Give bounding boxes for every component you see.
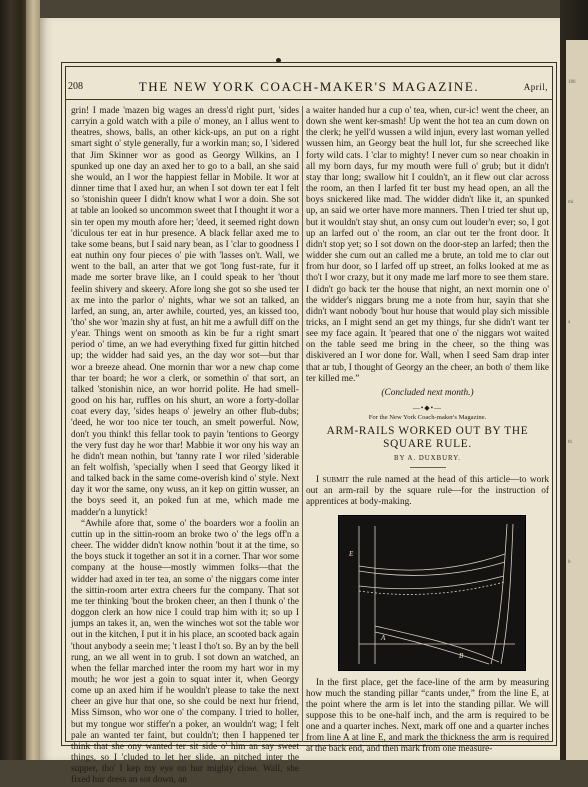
intro-text: the rule named at the head of this article—to work out an arm-rail by the square rule—for the instruction of apprentices at body-making.	[306, 475, 549, 508]
article-byline: BY A. DUXBURY.	[394, 455, 461, 463]
diagram-pillar-curve-inner	[501, 524, 513, 664]
facing-page-fragment: mi	[568, 200, 574, 205]
page-gutter-edge	[26, 0, 40, 760]
story-paragraph: a waiter handed hur a cup o' tea, when, cur-ic! went the cheer, an down she went ker-smash! Up went the hot tea an cum down on the clerk; he yell'd wussen a wild injun, every last woman yelled wussen him, an Georgy beat the hull lot, fur she screeched like forty wild cats. I 'clar to mighty! I never cum so near choakin in all my born days, fur my mouth were full o' grub; but it didn't stay thar long; swallow hit I couldn't, an it flew out clar across the room, an then I larfed fit ter bust my head open, an all the boys snickered like mad. The widder didn't like it, an spunked up, an said we orter have more manners. Then I tried ter shut up, but it wouldn't stay shut, an onsy cum out louder'n ever; so, I got up an larfed out o' the room, an clar out ter the front door. It didn't stop yet; so I sot down on the door-step an larfed; then the widder she cum out an called me a brute, an told me to clar out from hur door, so I larfed off up street, an folks looked at me as tho't I wor crazy, but it ony made me larf more to see them stare. I didn't go back ter the house that night, an next mornin one o' the widder's niggars brung me a note from hur, sayin that she didn't want nobody 'bout hur house that would play sich missible tricks, an I might send an get my things, fur she didn't want ter see my face again. It 'peared that one o' the niggars wot waited on the table seed me bring in the cheer, so the thing was diskivered an I wor done for. Wall, when I seed Sam drap inter that ar tub, I thought of Georgy an the cheer, an both o' them like ter killed me.”	[306, 106, 549, 384]
article-intro	[306, 475, 549, 508]
facing-page-fragment: b	[568, 560, 571, 565]
arm-rail-drawing	[339, 516, 525, 670]
source-note: For the New York Coach-maker's Magazine.	[368, 414, 487, 422]
issue-month: April,	[523, 82, 548, 92]
article-title: ARM-RAILS WORKED OUT BY THE SQUARE RULE.	[326, 425, 529, 450]
page-number: 208	[68, 81, 83, 92]
column-divider	[302, 106, 303, 742]
arm-rail-diagram	[338, 515, 526, 671]
left-column	[71, 106, 299, 787]
right-column	[306, 106, 549, 756]
facing-page-fragment: a	[568, 320, 571, 325]
diagram-arm-curve	[359, 576, 504, 589]
story-paragraph: “Awhile afore that, some o' the boarders wor a foolin an cuttin up in the sittin-room an broke two o' the legs off'n a cheer. The widder didn't know nothin 'bout it at the time, so the boys stuck it together an sot it in a corner. Thar wor some company at the house—mostly wimmen folks—that the widder had axed in ter tea, an some o' the niggars come inter the sittin-room arter extra cheers fur the company. That sot me ter thinking 'bout the broken cheer, an then I thunk o' the doggon clerk an how nice I could trap him with it; so up I jumps an takes it, an, wen the winches wot sot the table wor out in the kitchen, I put it in his place, an scooted back again 'thout anybody a seein me; 't least I tho't so. By an by the bell rung, an we all went in to grub. I sot down an watched, an when the fellar marched inter the room my hart wor in my mouth; he wor jest a goin to squat inter it, when Georgy come up an axed him if he wouldn't please to take the next cheer an give hur that one, so she could be next hur friend, Miss Simson, who wor one o' the company. I tried to holler, but my tongue wor stiffer'n a poker, an wouldn't wag; I felt pale an wanted ter faint, but couldn't; then I happened ter think that she ony wanted ter sit side o' him an say sweet things, so I 'cluded to let her slide, an pitched inter the supper, tho' I kep my eye on hur mighty close. Wall, she fixed hur dress an sot down, an	[71, 518, 299, 786]
section-ornament: —•◆•—	[412, 404, 443, 413]
continued-note: (Concluded next month.)	[381, 387, 474, 398]
diagram-label-b: B	[459, 651, 464, 660]
story-paragraph: grin! I made 'mazen big wages an dress'd right purt, 'sides carryin a gold watch with a pile o' money, an I allus went to theatres, shows, balls, an other kick-ups, an put on a right smart sight o' style generally, fur a workin man; so, I 'sidered that Jim Skinner wor as good as Georgy Wilkins, an I spunked up one day an axed her to go to a ball, an she said she would, an I wor the happiest fellar in Mobile. It wor at dinner time that I axed hur, an when I sot down ter eat I felt so 'stonishin queer I didn't know what I wor a doin. She sot at table an looked so uncommon sweet that I thought it wor a sin ter open my mouth afore her; 'deed, it seemed right down 'diculous ter eat in hur presence. A black fellar axed me to take some beans, but I said nary bean, as I 'clar to goodness I eat nuthin ony four pieces o' pie with 'lasses on't. Wall, we went to the ball, an arter that we got 'long fust-rate, fur it made me sorter brave like, an I could speak to her 'thout feelin shivery and skeery. Afore long she got so she used ter ax me into the parlor o' nights, whar we sot an talked, an larfed, an sung, an, arter awhile, courted, yes, an kissed too, 'tho' she wor 'mazin shy at fust, an hit me a awfull diff on the y'ear. Things went on smooth as kin be fur a right smart period o' time, an we had everything fixed fur gittin hitched up; the widder had said yes, an the day wor sot—but thar wor a breeze ahead. One mornin thar wor a new chap come thar ter board; he wor a clerk, or somethin o' that sort, an talked 'stonishin nice, an wor horrid polite. He had smell-good on his har, ruffles on his shurt, an wore a forty-dollar coat every day, 'sides heaps o' jewelry an other flub-dubs; 'deed, he wor too nice ter touch, an smelt powerful. Now, don't you think! this fellar took to payin 'tentions to Georgy the very fust day he wor thar! Mabbie it wor ony his way an he didn't mean nothin, but 'tanny rate I wor riled 'siderable an felt wolfish, 'specially when I seed that Georgy liked it and talked back in the same come-overish kind o' style. Next day it wor the same, ony wuss, an it kep on gittin wusser, an the boys seed it, an poked fun at me, which made me madder'n a lunytick!	[71, 106, 299, 518]
diagram-label-e: E	[349, 549, 354, 558]
magazine-title: THE NEW YORK COACH-MAKER'S MAGAZINE.	[138, 79, 480, 94]
byline-rule	[410, 467, 446, 468]
running-header	[66, 79, 552, 95]
diagram-lower-curve	[375, 632, 489, 664]
header-rule	[66, 99, 552, 100]
facing-page-number: 186	[568, 80, 576, 85]
intro-lead: I submit	[316, 475, 349, 486]
facing-page-edge	[566, 40, 588, 760]
facing-page-fragment: th	[568, 440, 572, 445]
diagram-label-a: A	[381, 633, 386, 642]
article-paragraph: In the first place, get the face-line of the arm by measuring how much the standing pillar “cants under,” from the line E, at the point where the arm is let into the standing pillar. We will suppose this to be one-half inch, and the arm is required to be one and a quarter inches. Next, mark off one and a quarter inches from line A at line E, and mark the thickness the arm is required at the back end, and then mark from one measure-	[306, 677, 549, 755]
